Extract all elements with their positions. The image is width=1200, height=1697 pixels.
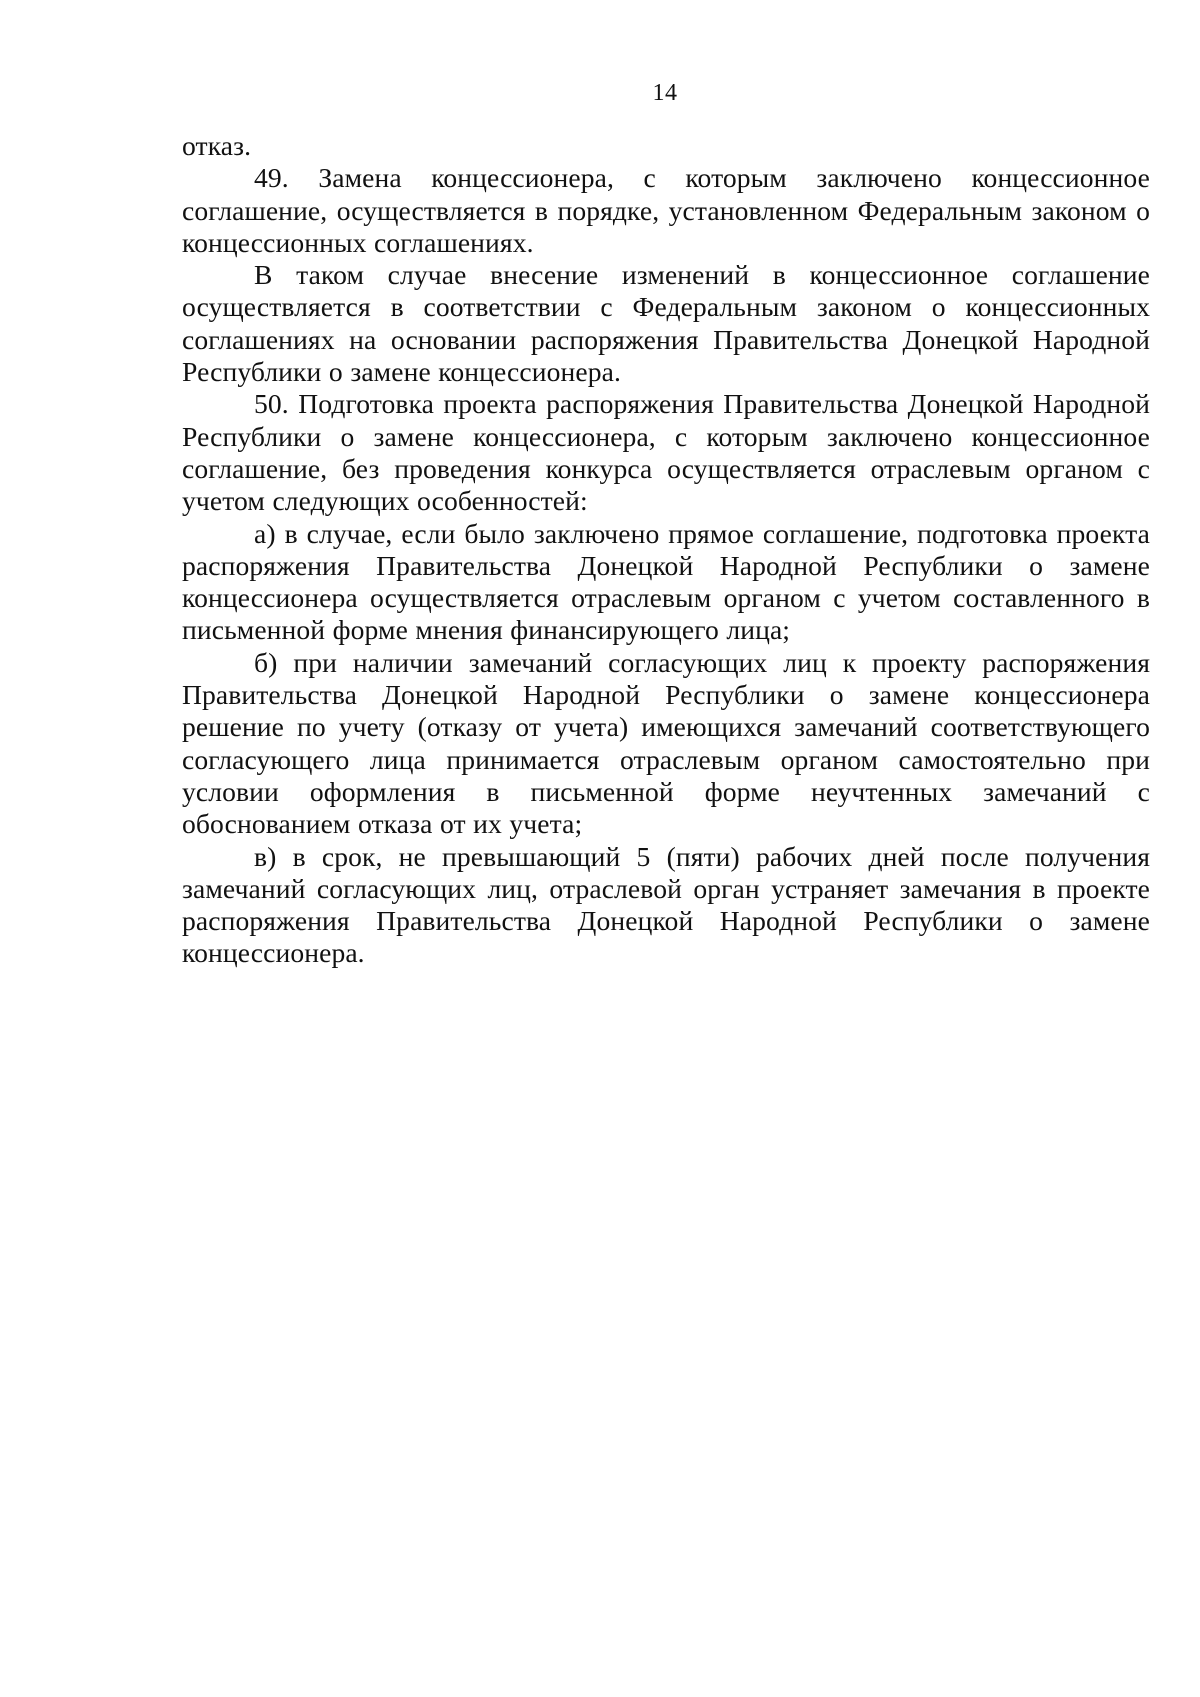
paragraph-item-49-continued: В таком случае внесение изменений в концессионное соглашение осуществляется в соответствии с Федеральным законом о концессионных соглашениях на основании распоряжения Правительства Донецкой Народной Республики о замене концессионера. [182, 259, 1150, 388]
paragraph-item-49: 49. Замена концессионера, с которым заключено концессионное соглашение, осуществляется в порядке, установленном Федеральным законом о концессионных соглашениях. [182, 162, 1150, 258]
paragraph-subitem-v: в) в срок, не превышающий 5 (пяти) рабочих дней после получения замечаний согласующих лиц, отраслевой орган устраняет замечания в проекте распоряжения Правительства Донецкой Народной Республики о замене концессионера. [182, 840, 1150, 969]
paragraph-subitem-b: б) при наличии замечаний согласующих лиц к проекту распоряжения Правительства Донецкой Народной Республики о замене концессионера решение по учету (отказу от учета) имеющихся замечаний соответствующего согласующего лица принимается отраслевым органом самостоятельно при условии оформления в письменной форме неучтенных замечаний с обоснованием отказа от их учета; [182, 646, 1150, 840]
page-number: 14 [652, 80, 678, 106]
paragraph-subitem-a: а) в случае, если было заключено прямое соглашение, подготовка проекта распоряжения Правительства Донецкой Народной Республики о замене концессионера осуществляется отраслевым органом с учетом составленного в письменной форме мнения финансирующего лица; [182, 517, 1150, 646]
paragraph-continuation: отказ. [182, 130, 252, 161]
paragraph-item-50: 50. Подготовка проекта распоряжения Правительства Донецкой Народной Республики о замене концессионера, с которым заключено концессионное соглашение, без проведения конкурса осуществляется отраслевым органом с учетом следующих особенностей: [182, 388, 1150, 517]
document-body [182, 130, 1150, 970]
